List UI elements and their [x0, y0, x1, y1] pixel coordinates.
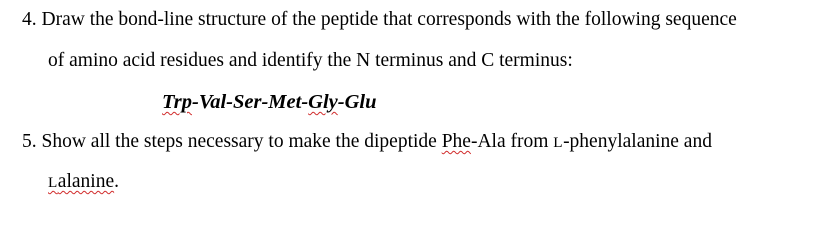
sequence-trp: Trp: [162, 91, 192, 113]
q5-l-alanine: [48, 171, 114, 192]
question-4-line-2: of amino acid residues and identify the N terminus and C terminus:: [48, 50, 573, 71]
q5-text-middle: -Ala from: [470, 131, 554, 152]
question-5-line-2: [48, 170, 119, 195]
question-4-line-1: 4. Draw the bond-line structure of the peptide that corresponds with the following sequence: [22, 9, 737, 30]
q5-l-prefix-2: L: [48, 174, 58, 191]
q5-text-start: 5. Show all the steps necessary to make the dipeptide: [22, 131, 442, 152]
q5-phe: Phe: [441, 131, 471, 152]
q5-period: .: [114, 171, 119, 192]
q5-text-end: -phenylalanine and: [563, 131, 712, 152]
q5-l-prefix-1: L: [553, 134, 564, 151]
sequence-middle: -Val-Ser-Met-: [192, 91, 309, 113]
question-5-line-1: [22, 130, 712, 155]
sequence-end: -Glu: [337, 91, 377, 113]
q5-alanine: alanine: [57, 171, 115, 192]
sequence-gly: Gly: [308, 91, 338, 113]
peptide-sequence: [162, 90, 377, 114]
